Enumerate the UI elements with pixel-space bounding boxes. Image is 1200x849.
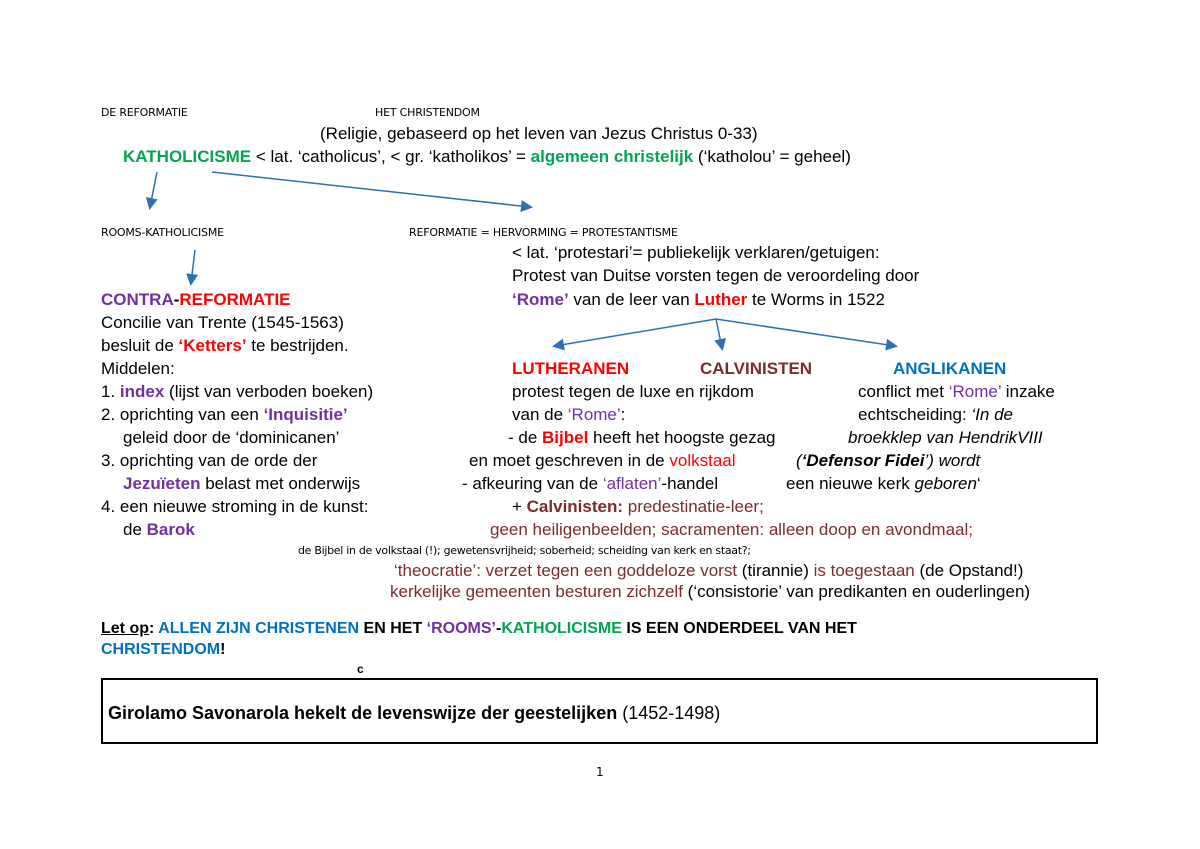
tirannie-term: (tirannie) [741, 561, 809, 580]
note-katholicisme: KATHOLICISME [501, 620, 622, 637]
arrow-katholicisme-rooms [150, 172, 157, 207]
header-left: DE REFORMATIE [101, 106, 188, 119]
page-number: 1 [596, 765, 604, 779]
middel-1-post: (lijst van verboden boeken) [164, 382, 374, 401]
opstand-term: (de Opstand!) [919, 561, 1024, 580]
concilie-line: Concilie van Trente (1545-1563) [101, 313, 344, 332]
calvin-line-1: geen heiligenbeelden; sacramenten: alleen doop en avondmaal; [490, 520, 973, 539]
lutheran-rome: ‘Rome’ [567, 405, 621, 424]
consistorie-term: (‘consistorie’ van predikanten en ouderlingen) [687, 582, 1031, 601]
anglican-line-4-post: ’) wordt [924, 451, 981, 470]
arrow-reformatie-anglikanen [716, 319, 895, 346]
middel-1-pre: 1. [101, 382, 120, 401]
note-en-het: EN HET [359, 620, 427, 637]
note-line-2 [101, 641, 225, 659]
theocratie-term: ‘theocratie’: verzet tegen een goddeloze vorst [394, 561, 742, 580]
calvin-line-2: de Bijbel in de volkstaal (!); gewetensvrijheid; soberheid; scheiding van kerk en staat?; [298, 544, 751, 557]
note-onderdeel: IS EEN ONDERDEEL VAN HET [621, 620, 857, 637]
bijbel-term: Bijbel [542, 428, 589, 447]
geboren-term: geboren [914, 474, 977, 493]
protest-line-2: Protest van Duitse vorsten tegen de veroordeling door [512, 266, 920, 285]
anglican-line-1-pre: conflict met [858, 382, 949, 401]
gemeenten-term: kerkelijke gemeenten besturen zichzelf [390, 582, 688, 601]
middelen-label: Middelen: [101, 359, 175, 378]
lutheran-line-3-post: heeft het hoogste gezag [588, 428, 776, 447]
calvin-line-3 [394, 561, 1023, 581]
lutheran-line-6-pre: + [512, 497, 527, 516]
arrow-rooms-contra [191, 250, 195, 283]
lutheran-line-3-pre: - de [508, 428, 543, 447]
middel-3: 3. oprichting van de orde der [101, 451, 318, 470]
lutheran-line-4 [469, 451, 736, 471]
middel-4b [123, 520, 195, 540]
savonarola-text: Girolamo Savonarola hekelt de levenswijze der geestelijken [108, 703, 618, 723]
katholicisme-term: KATHOLICISME [123, 147, 252, 166]
aflaten-term: ‘aflaten’ [602, 474, 662, 493]
note-dash: - [496, 620, 502, 637]
arrow-katholicisme-reformatie [212, 172, 530, 207]
predestinatie-term: predestinatie-leer; [623, 497, 764, 516]
note-exclamation: ! [220, 641, 226, 658]
lutheran-line-5 [462, 474, 718, 494]
note-colon: : [149, 620, 159, 637]
reformatie-term: REFORMATIE [179, 290, 291, 309]
allen-christenen: ALLEN ZIJN CHRISTENEN [158, 620, 360, 637]
defensor-fidei: ‘Defensor Fidei [801, 451, 925, 470]
middel-4: 4. een nieuwe stroming in de kunst: [101, 497, 369, 516]
anglican-line-5-pre: een nieuwe kerk [786, 474, 915, 493]
religion-line: (Religie, gebaseerd op het leven van Jezus Christus 0-33) [320, 124, 758, 143]
anglican-line-5 [786, 474, 981, 494]
ketters-term: ‘Ketters’ [178, 336, 247, 355]
lutheran-line-5-pre: - afkeuring van de [462, 474, 603, 493]
lutheran-line-2-post: : [620, 405, 626, 424]
lutheran-line-5-post: -handel [661, 474, 719, 493]
index-term: index [119, 382, 165, 401]
header-center: HET CHRISTENDOM [375, 106, 480, 119]
savonarola-years: (1452-1498) [617, 703, 721, 723]
calvin-line-4 [390, 582, 1030, 602]
lutheran-line-4-pre: en moet geschreven in de [469, 451, 670, 470]
note-line-1 [101, 620, 857, 638]
middel-2b: geleid door de ‘dominicanen’ [123, 428, 340, 447]
calvinisten-term: Calvinisten: [526, 497, 624, 516]
protest-luther: Luther [694, 290, 748, 309]
besluit-post: te bestrijden. [246, 336, 349, 355]
lutheran-line-6 [512, 497, 764, 517]
middel-2-pre: 2. oprichting van een [101, 405, 264, 424]
protest-line-3 [512, 290, 885, 310]
group-calvinisten: CALVINISTEN [700, 359, 813, 378]
note-christendom: CHRISTENDOM [101, 641, 221, 658]
anglican-line-2-italic: ‘In de [971, 405, 1013, 424]
protest-line-3-end: te Worms in 1522 [747, 290, 885, 309]
middel-1 [101, 382, 373, 402]
middel-4b-pre: de [123, 520, 147, 539]
note-rooms: ‘ROOMS’ [426, 620, 496, 637]
toegestaan-term: is toegestaan [808, 561, 920, 580]
barok-term: Barok [146, 520, 195, 539]
besluit-line [101, 336, 349, 356]
anglican-rome: ‘Rome’ [948, 382, 1001, 401]
lutheran-line-2-pre: van de [512, 405, 568, 424]
katholicisme-end: (‘katholou’ = geheel) [693, 147, 851, 166]
middel-3b-post: belast met onderwijs [200, 474, 361, 493]
jezuieten-term: Jezuïeten [123, 474, 201, 493]
contra-reformatie-heading [101, 290, 291, 310]
savonarola-line [108, 703, 720, 724]
anglican-line-2-pre: echtscheiding: [858, 405, 972, 424]
anglican-line-4 [796, 451, 980, 471]
anglican-line-1-post: inzake [1000, 382, 1055, 401]
group-lutheranen: LUTHERANEN [512, 359, 630, 378]
arrow-reformatie-calvinisten [716, 319, 722, 348]
contra-dash: - [173, 290, 180, 309]
let-op-label: Let op [101, 620, 149, 637]
lutheran-line-2 [512, 405, 625, 425]
middel-3b [123, 474, 360, 494]
protest-line-3-mid: van de leer van [568, 290, 695, 309]
branch-rooms-katholicisme: ROOMS-KATHOLICISME [101, 226, 224, 239]
anglican-line-3: broekklep van HendrikVIII [848, 428, 1043, 447]
group-anglikanen: ANGLIKANEN [893, 359, 1007, 378]
besluit-pre: besluit de [101, 336, 179, 355]
protest-rome: ‘Rome’ [512, 290, 569, 309]
volkstaal-term: volkstaal [669, 451, 736, 470]
contra-term: CONTRA [101, 290, 174, 309]
lutheran-line-3 [508, 428, 775, 448]
katholicisme-meaning: algemeen christelijk [530, 147, 694, 166]
anglican-line-2 [858, 405, 1013, 425]
inquisitie-term: ‘Inquisitie’ [263, 405, 348, 424]
lutheran-line-1: protest tegen de luxe en rijkdom [512, 382, 754, 401]
note-c-mark: c [357, 662, 364, 676]
middel-2 [101, 405, 348, 425]
anglican-line-1 [858, 382, 1055, 402]
protest-line-1: < lat. ‘protestari’= publiekelijk verklaren/getuigen: [512, 243, 880, 262]
anglican-line-4-pre: ( [796, 451, 802, 470]
anglican-line-5-post: ‘ [976, 474, 981, 493]
branch-reformatie: REFORMATIE = HERVORMING = PROTESTANTISME [409, 226, 678, 239]
katholicisme-etymology: < lat. ‘catholicus’, < gr. ‘katholikos’ = [251, 147, 531, 166]
arrow-reformatie-lutheranen [555, 319, 716, 346]
